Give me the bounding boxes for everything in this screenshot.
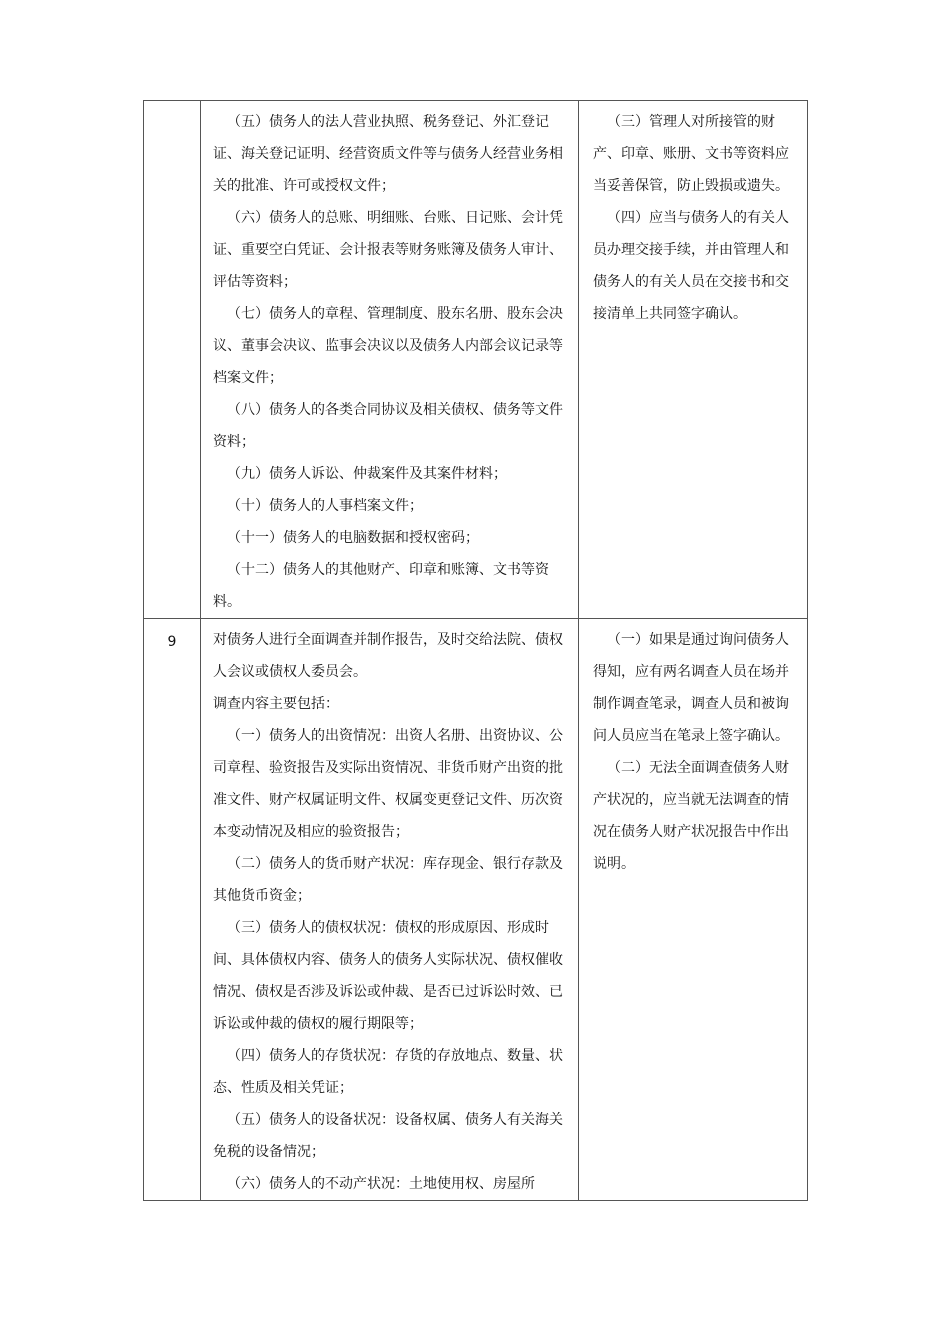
content-paragraph: （六）债务人的总账、明细账、台账、日记账、会计凭证、重要空白凭证、会计报表等财务账簿及债务人审计、评估等资料； [213, 210, 563, 290]
content-paragraph: （五）债务人的法人营业执照、税务登记、外汇登记证、海关登记证明、经营资质文件等与债务人经营业务相关的批准、许可或授权文件； [213, 114, 563, 194]
content-paragraph: （七）债务人的章程、管理制度、股东名册、股东会决议、董事会决议、监事会决议以及债务人内部会议记录等档案文件； [213, 306, 563, 386]
content-paragraph: （五）债务人的设备状况：设备权属、债务人有关海关免税的设备情况； [213, 1112, 563, 1160]
content-paragraph: （十二）债务人的其他财产、印章和账簿、文书等资料。 [213, 562, 549, 610]
table-row [144, 619, 808, 1201]
row-number-cell [144, 619, 201, 1201]
content-paragraph: 对债务人进行全面调查并制作报告，及时交给法院、债权人会议或债权人委员会。 [213, 632, 563, 680]
content-paragraph: （一）债务人的出资情况：出资人名册、出资协议、公司章程、验资报告及实际出资情况、非货币财产出资的批准文件、财产权属证明文件、权属变更登记文件、历次资本变动情况及相应的验资报告； [213, 728, 563, 840]
note-paragraph: （二）无法全面调查债务人财产状况的，应当就无法调查的情况在债务人财产状况报告中作出说明。 [593, 760, 789, 872]
row-number [144, 101, 200, 108]
row-number: 9 [167, 634, 177, 650]
notes-cell [579, 101, 808, 619]
content-paragraph: 调查内容主要包括： [213, 696, 339, 712]
content-paragraph: （八）债务人的各类合同协议及相关债权、债务等文件资料； [213, 402, 563, 450]
procedure-table [143, 100, 808, 1201]
table-row [144, 101, 808, 619]
content-cell [201, 619, 579, 1201]
content-paragraph: （六）债务人的不动产状况：土地使用权、房屋所 [227, 1176, 535, 1192]
notes-cell [579, 619, 808, 1201]
content-paragraph: （三）债务人的债权状况：债权的形成原因、形成时间、具体债权内容、债务人的债务人实际状况、债权催收情况、债权是否涉及诉讼或仲裁、是否已过诉讼时效、已诉讼或仲裁的债权的履行期限等； [213, 920, 563, 1032]
note-paragraph: （一）如果是通过询问债务人得知，应有两名调查人员在场并制作调查笔录，调查人员和被询问人员应当在笔录上签字确认。 [593, 632, 789, 744]
content-paragraph: （四）债务人的存货状况：存货的存放地点、数量、状态、性质及相关凭证； [213, 1048, 563, 1096]
content-paragraph: （二）债务人的货币财产状况：库存现金、银行存款及其他货币资金； [213, 856, 563, 904]
content-paragraph: （十）债务人的人事档案文件； [227, 498, 423, 514]
content-paragraph: （十一）债务人的电脑数据和授权密码； [227, 530, 479, 546]
note-paragraph: （三）管理人对所接管的财产、印章、账册、文书等资料应当妥善保管，防止毁损或遗失。 [593, 114, 789, 194]
content-cell [201, 101, 579, 619]
content-paragraph: （九）债务人诉讼、仲裁案件及其案件材料； [227, 466, 507, 482]
note-paragraph: （四）应当与债务人的有关人员办理交接手续，并由管理人和债务人的有关人员在交接书和交接清单上共同签字确认。 [593, 210, 789, 322]
row-number-cell [144, 101, 201, 619]
